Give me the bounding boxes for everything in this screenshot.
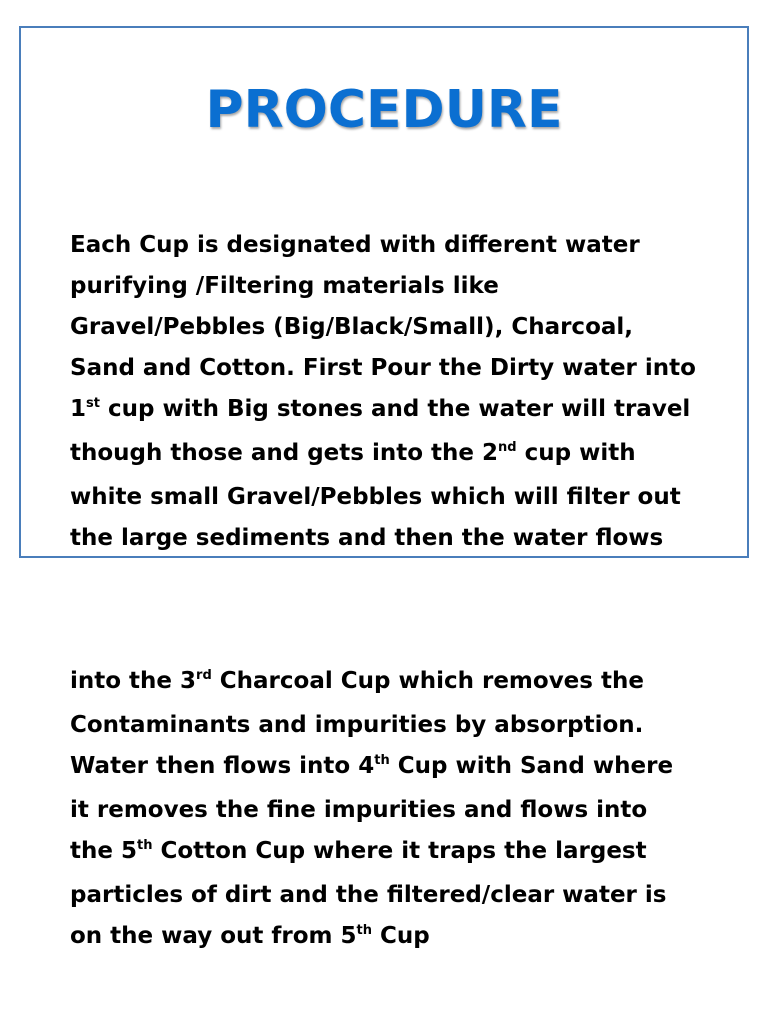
text-segment: Cotton Cup where it traps the largest [152, 838, 647, 864]
text-segment: Charcoal Cup which removes the [211, 668, 644, 694]
text-line: the large sediments and then the water flows [70, 525, 664, 551]
text-line [70, 661, 710, 705]
ordinal-suffix: st [86, 396, 100, 411]
page-title: PROCEDURE [205, 80, 563, 140]
text-line [70, 916, 710, 960]
text-line: Each Cup is designated with different water [70, 232, 640, 258]
procedure-paragraph-2 [70, 661, 710, 960]
ordinal-suffix: nd [498, 440, 517, 455]
text-segment: Water then flows into 4 [70, 753, 375, 779]
text-segment: into the 3 [70, 668, 197, 694]
text-line: particles of dirt and the filtered/clear water is [70, 882, 667, 908]
ordinal-suffix: th [356, 923, 373, 938]
text-line [70, 389, 710, 433]
text-line: it removes the fine impurities and flows into [70, 797, 648, 823]
procedure-paragraph-1 [70, 225, 710, 559]
text-segment: cup with [516, 440, 636, 466]
text-line: purifying /Filtering materials like [70, 273, 499, 299]
text-line: Contaminants and impurities by absorption. [70, 712, 644, 738]
text-line: white small Gravel/Pebbles which will filter out [70, 484, 681, 510]
text-segment: the 5 [70, 838, 137, 864]
text-segment: cup with Big stones and the water will travel [99, 396, 691, 422]
text-segment: 1 [70, 396, 87, 422]
text-segment: Cup [372, 923, 430, 949]
text-line [70, 433, 710, 477]
ordinal-suffix: rd [196, 668, 212, 683]
ordinal-suffix: th [374, 753, 390, 768]
text-segment: on the way out from 5 [70, 923, 357, 949]
text-line: Gravel/Pebbles (Big/Black/Small), Charcoal, [70, 314, 634, 340]
text-line [70, 746, 710, 790]
text-segment: Cup with Sand where [389, 753, 674, 779]
text-line [70, 831, 710, 875]
ordinal-suffix: th [136, 838, 153, 853]
text-segment: though those and gets into the 2 [70, 440, 499, 466]
text-line: Sand and Cotton. First Pour the Dirty water into [70, 355, 696, 381]
